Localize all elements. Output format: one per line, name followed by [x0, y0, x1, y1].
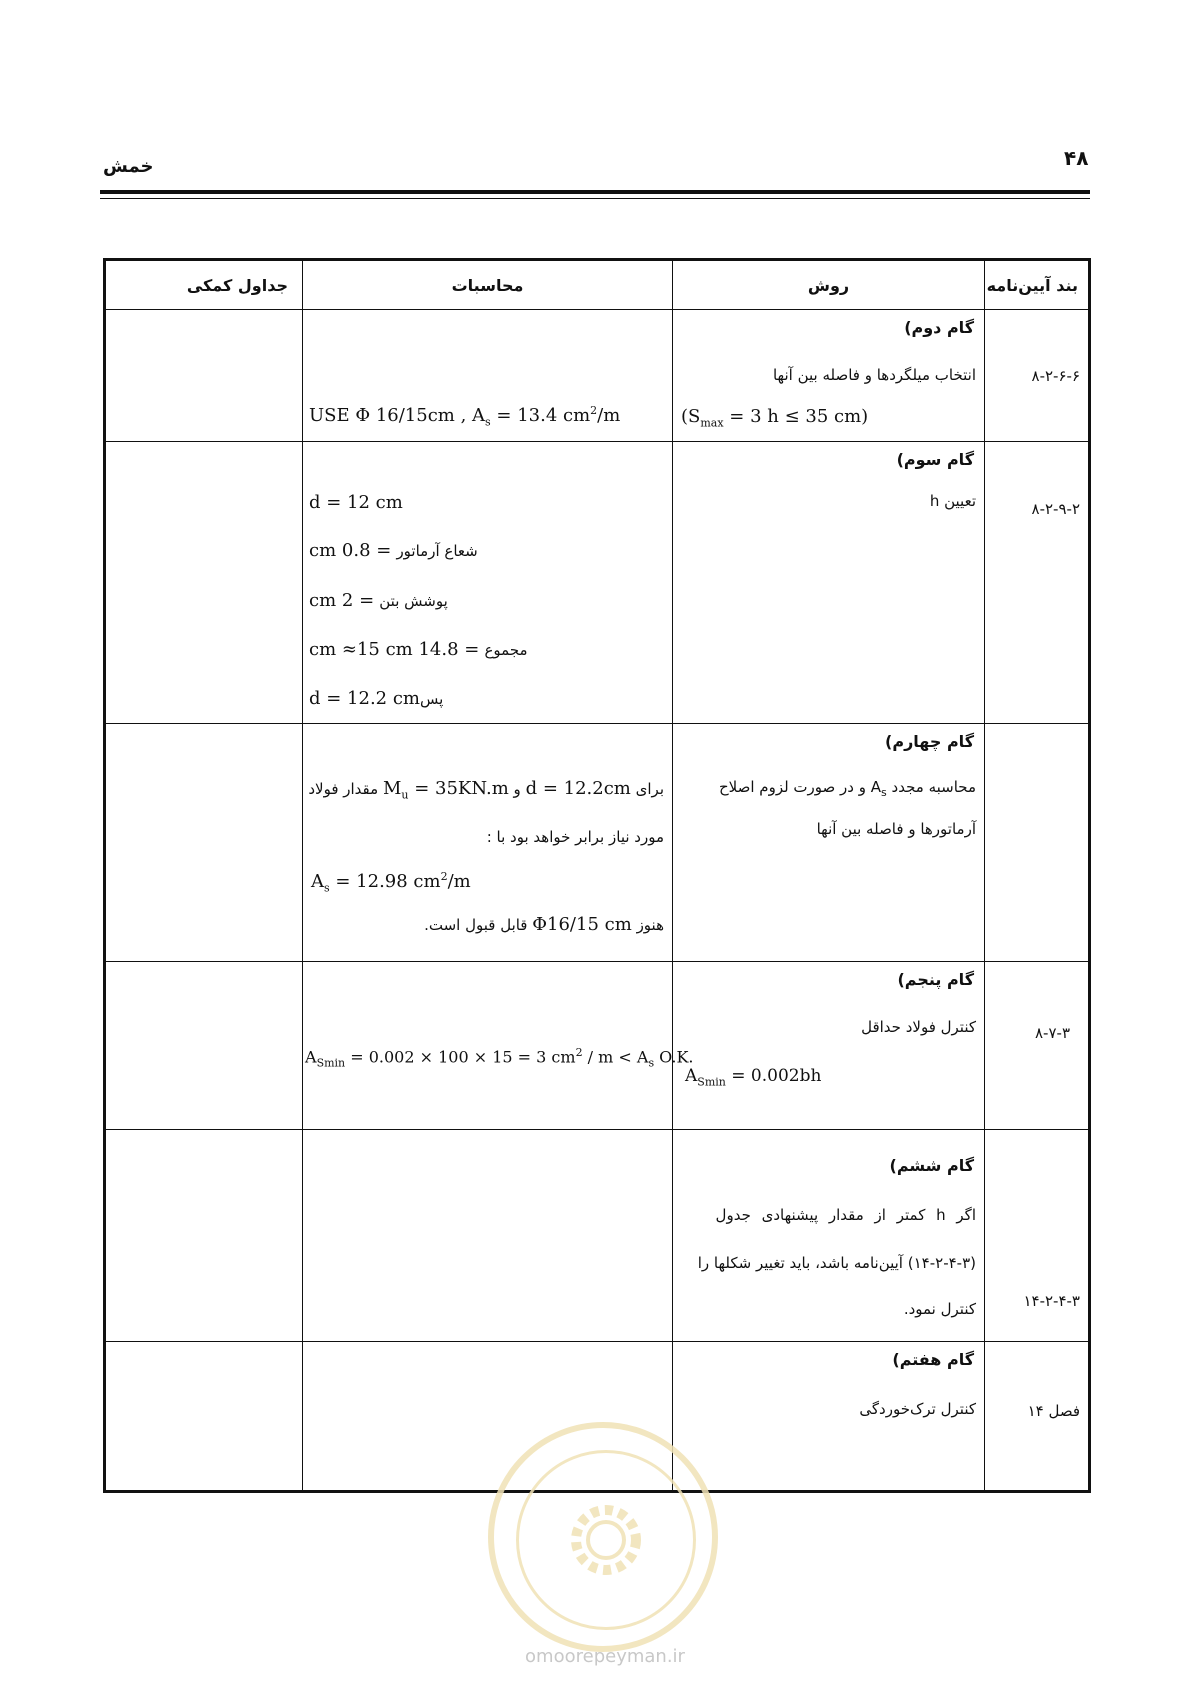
code-ref: ۱۴-۲-۴-۳ [1023, 1292, 1080, 1310]
header-row [105, 260, 1090, 310]
code-cell [985, 962, 1090, 1130]
header-calc: محاسبات [303, 260, 673, 310]
method-cell [673, 962, 985, 1130]
chapter-title: خمش [103, 156, 154, 177]
method-cell [673, 724, 985, 962]
calc-line: شعاع آرماتور = 0.8 cm [309, 540, 478, 561]
table-row [105, 724, 1090, 962]
calc-cell [303, 442, 673, 724]
method-text: کنترل نمود. [903, 1300, 976, 1318]
code-ref: ۸-۲-۹-۲ [1031, 500, 1080, 518]
tables-cell [105, 724, 303, 962]
header-code: بند آیین‌نامه [985, 260, 1090, 310]
tables-cell [105, 442, 303, 724]
method-text: (۱۴-۲-۴-۳) آیین‌نامه باشد، باید تغییر شکلها را [697, 1254, 976, 1272]
calc-cell [303, 724, 673, 962]
calc-cell [303, 1130, 673, 1342]
tables-cell [105, 1342, 303, 1492]
table-row [105, 442, 1090, 724]
step-title: گام چهارم) [885, 732, 974, 751]
code-cell [985, 724, 1090, 962]
calc-line: مورد نیاز برابر خواهد بود با : [486, 828, 664, 846]
step-title: گام سوم) [896, 450, 974, 469]
table-row [105, 1130, 1090, 1342]
calc-line: برای d = 12.2cm و $M_u = 35KN.m$ مقدار فولاد [308, 778, 664, 802]
calc-line: d = 12 cm [309, 492, 403, 513]
method-text: کنترل فولاد حداقل [861, 1018, 976, 1036]
table-row [105, 310, 1090, 442]
method-text: اگر h کمتر از مقدار پیشنهادی جدول [715, 1206, 976, 1224]
method-cell [673, 310, 985, 442]
calc-formula: $A_s = 12.98$ $cm^2/m$ [311, 870, 471, 895]
code-ref: ۸-۲-۶-۶ [1031, 367, 1080, 385]
code-ref: ۸-۷-۳ [1035, 1024, 1070, 1042]
code-cell [985, 1130, 1090, 1342]
code-cell [985, 1342, 1090, 1492]
method-cell [673, 1130, 985, 1342]
tables-cell [105, 962, 303, 1130]
footer-url: omoorepeyman.ir [525, 1646, 685, 1667]
method-cell [673, 442, 985, 724]
step-title: گام ششم) [889, 1156, 974, 1175]
calc-line: هنوز Φ16/15 cm قابل قبول است. [424, 914, 664, 935]
method-formula: ($S_{max} = 3$ h ≤ 35 cm) [681, 406, 869, 430]
calc-cell [303, 310, 673, 442]
tables-cell [105, 310, 303, 442]
code-cell [985, 310, 1090, 442]
step-title: گام پنجم) [897, 970, 974, 989]
gear-icon [556, 1490, 656, 1590]
calc-line: مجموع = 14.8 cm ≈15 cm [309, 639, 528, 660]
method-text: کنترل ترک‌خوردگی [859, 1400, 976, 1418]
step-title: گام دوم) [904, 318, 974, 337]
method-cell [673, 1342, 985, 1492]
method-text: تعیین h [929, 492, 976, 510]
calc-line: پسd = 12.2 cm [309, 688, 444, 709]
table-row [105, 962, 1090, 1130]
calc-formula: $A_{Smin} = 0.002 \times 100 \times 15 = 3$ $cm^2 / m < A_s$ O.K. [305, 1046, 694, 1070]
design-steps-table [103, 258, 1091, 1493]
code-cell [985, 442, 1090, 724]
method-formula: $A_{Smin} = 0.002bh$ [685, 1066, 822, 1089]
calc-cell [303, 962, 694, 1130]
method-text: انتخاب میلگردها و فاصله بین آنها [772, 366, 976, 384]
method-text: محاسبه مجدد $A_s$ و در صورت لزوم اصلاح [718, 778, 976, 799]
publisher-stamp-watermark [488, 1422, 718, 1652]
step-title: گام هفتم) [892, 1350, 974, 1369]
calc-line: پوشش بتن = 2 cm [309, 590, 448, 611]
header-rule-thin [100, 198, 1090, 199]
header-method: روش [673, 260, 985, 310]
header-tables: جداول کمکی [105, 260, 303, 310]
calc-formula: USE Φ 16/15cm , $A_s = 13.4$ $cm^2/m$ [309, 404, 621, 429]
page-number: ۴۸ [1064, 146, 1089, 170]
code-ref: فصل ۱۴ [1027, 1402, 1080, 1420]
method-text: آرماتورها و فاصله بین آنها [816, 820, 976, 838]
tables-cell [105, 1130, 303, 1342]
header-rule-thick [100, 190, 1090, 194]
